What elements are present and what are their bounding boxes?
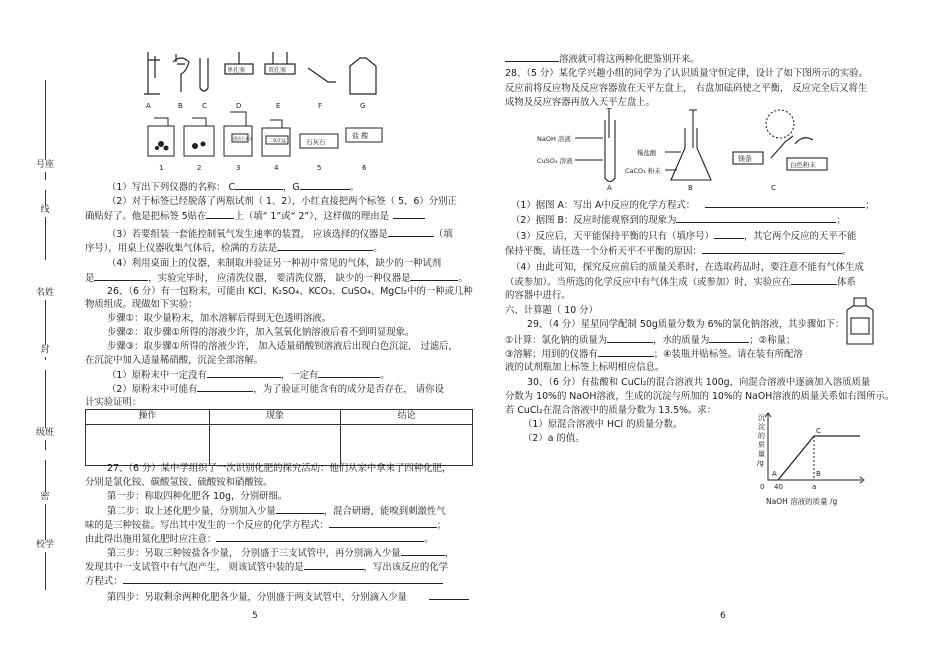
label-d: D bbox=[236, 102, 242, 110]
q-26-intro: 26、（6 分）有一包粉末，可能由 KCl、K₂SO₄、KCO₃、CuSO₄、MgCl₂中的一种或几种 bbox=[107, 286, 473, 297]
q-30-intro-b: 分数为 10%的 NaOH溶液，生成的沉淀与所加的 10%的 NaOH溶液的质量关系如右图所示。 bbox=[505, 391, 895, 402]
reagent-bottle-icon bbox=[148, 118, 174, 156]
fig-letter-b: B bbox=[688, 184, 693, 192]
gas-bottle-icon bbox=[350, 58, 376, 94]
page-number-right: 6 bbox=[720, 611, 726, 621]
graph-tick-40: 40 bbox=[774, 483, 783, 491]
table-cell-blank[interactable] bbox=[341, 424, 473, 465]
graph-point-b: B bbox=[816, 470, 821, 478]
q-26-step-3-b: 在沉淀中加入适量稀硝酸，沉淀全部溶解。 bbox=[85, 355, 264, 366]
bottle-3-text: 澄清石灰水 bbox=[233, 136, 253, 141]
q-1-line: （1）写出下列仪器的名称： C ，G 。 bbox=[107, 182, 360, 193]
q-4-line: （4）利用桌面上的仪器，来制取并验证另一种初中常见的气体，缺少的一种试剂 bbox=[107, 258, 442, 269]
margin-rule bbox=[45, 190, 46, 260]
q-27-step-4: 第四步：另取剩余两种化肥各少量，分别盛于两支试管中，分别滴入少量 bbox=[107, 590, 469, 605]
experiment-figure bbox=[535, 108, 835, 193]
test-tube-icon bbox=[605, 120, 615, 182]
table-header-phenomenon: 现象 bbox=[209, 410, 341, 425]
answer-blank[interactable] bbox=[598, 347, 654, 357]
graph-point-a: A bbox=[772, 470, 777, 478]
answer-blank[interactable] bbox=[401, 546, 445, 556]
graph-axes bbox=[768, 414, 862, 480]
label-e: E bbox=[276, 102, 281, 110]
answer-blank[interactable] bbox=[702, 244, 842, 254]
acid-label: 稀盐酸 bbox=[637, 149, 657, 157]
answer-blank[interactable] bbox=[410, 271, 458, 281]
graph-tick-a: a bbox=[812, 483, 817, 491]
ylabel-char: 的 bbox=[758, 432, 765, 440]
ylabel-char: 沉 bbox=[758, 414, 765, 422]
margin-label-class: 级班 bbox=[36, 428, 55, 438]
binding-margin bbox=[0, 0, 78, 650]
answer-blank[interactable] bbox=[791, 275, 837, 285]
label-6: 6 bbox=[362, 164, 367, 172]
answer-blank[interactable] bbox=[277, 241, 373, 251]
label-4: 4 bbox=[274, 164, 279, 172]
q-4-line-b: 是 ，实验完毕时， 应清洗仪器， 要清洗仪器， 缺少的一种仪器是 。 bbox=[85, 273, 468, 284]
mg-label: 镁条 bbox=[738, 155, 752, 163]
margin-label-school: 校学 bbox=[36, 540, 55, 550]
q-26-step-3: 步骤③：取步骤①所得的溶液少许， 加入适量硝酸钡溶液后出现白色沉淀， 过滤后， bbox=[107, 341, 458, 352]
precipitate-graph bbox=[742, 410, 870, 510]
margin-rule bbox=[45, 460, 46, 590]
q-27-intro-b: 分别是氯化铵、碳酸氢铵、硫酸铵和硝酸铵。 bbox=[85, 477, 273, 488]
single-stopper-text: 单孔塞 bbox=[227, 67, 246, 74]
graph-origin: 0 bbox=[760, 483, 765, 491]
stone-text: 石灰石 bbox=[306, 138, 326, 146]
q-26-2: （2）原粉末中可能有 ，为了验证可能含有的成分是否存在， 请你设 bbox=[107, 384, 444, 395]
label-1: 1 bbox=[159, 164, 164, 172]
reagent-bottle-icon bbox=[184, 118, 214, 156]
answer-blank[interactable] bbox=[705, 198, 865, 208]
q-27-step-3: 第三步：另取三种铵盐各少量， 分别盛于三支试管中，再分别滴入少量 ， bbox=[107, 548, 454, 559]
label-f: F bbox=[318, 102, 323, 110]
answer-blank[interactable] bbox=[318, 368, 380, 378]
bottle-4-text: 二氧化锰 bbox=[268, 139, 286, 144]
margin-label-seal: 封 bbox=[36, 345, 54, 357]
label-g: G bbox=[360, 102, 366, 110]
dropper-icon bbox=[606, 108, 612, 138]
tongs-icon bbox=[771, 136, 793, 158]
answer-blank[interactable] bbox=[676, 213, 836, 223]
answer-blank[interactable] bbox=[276, 504, 324, 514]
margin-label-line: 线 bbox=[36, 205, 54, 217]
double-stopper-text: 双孔塞 bbox=[268, 67, 287, 74]
q-29-intro: 29、（4 分）星星同学配制 50g质量分数为 6%的氯化钠溶液，其步骤如下： bbox=[527, 319, 845, 330]
q-27-end: 溶液就可将这两种化肥鉴别开来。 bbox=[505, 52, 700, 67]
q-28-3: （3）反应后，天平能保持平衡的只有（填序号） ，其它两个反应的天平不能 bbox=[511, 231, 857, 242]
answer-blank[interactable] bbox=[216, 532, 424, 542]
q-29-step-1: ①计算：氯化钠的质量为 ，水的质量为 ；②称量； bbox=[505, 335, 796, 346]
bottle-label-box bbox=[851, 318, 869, 334]
delivery-tube-icon bbox=[308, 68, 336, 82]
answer-blank[interactable] bbox=[207, 368, 281, 378]
q-2-line: （2）对于标签已经脱落了两瓶试剂（ 1、2），小红直接把两个标签（ 5、6）分别正 bbox=[107, 196, 457, 207]
test-tube-icon bbox=[200, 58, 208, 91]
q-28-1: （1）据图 A：写出 A中反应的化学方程式： ； bbox=[511, 200, 875, 211]
q-27-step-2-c: 由此得出施用氮化肥时应注意： 。 bbox=[85, 534, 434, 545]
q-28-intro: 28、（5 分）某化学兴趣小组的同学为了认识质量守恒定律，设计了如下图所示的实验。 bbox=[505, 68, 869, 79]
label-2: 2 bbox=[197, 164, 202, 172]
reagent-bottle-icon bbox=[843, 296, 877, 346]
q-26-1: （1）原粉末中一定没有 ，一定有 。 bbox=[107, 370, 390, 381]
caco3-label: CaCO₃ 粉末 bbox=[625, 167, 661, 175]
answer-blank[interactable] bbox=[505, 52, 559, 62]
answer-blank[interactable] bbox=[300, 180, 350, 190]
answer-blank[interactable] bbox=[304, 560, 364, 570]
graph-point-c: C bbox=[816, 427, 821, 435]
margin-label-seat: 号座 bbox=[36, 160, 55, 170]
margin-label-name: 名姓 bbox=[36, 288, 55, 298]
q-2-line-b: 确贴好了。他是把标签 5贴在 上（填“ 1”或“ 2”），这样做的理由是 bbox=[85, 209, 425, 224]
table-row bbox=[86, 410, 473, 425]
table-row bbox=[86, 424, 473, 465]
table-header-operation: 操作 bbox=[86, 410, 210, 425]
experiment-table bbox=[85, 409, 473, 466]
q-30-1: （1）原混合溶液中 HCl 的质量分数。 bbox=[523, 419, 683, 430]
q-27-intro: 27、（6 分）某中学组织了一次识别化肥的探究活动：他们从家中拿来了四种化肥， bbox=[107, 463, 452, 474]
q-26-step-1: 步骤①：取少量粉末，加水溶解后得到无色透明溶液。 bbox=[107, 313, 332, 324]
answer-blank[interactable] bbox=[235, 180, 283, 190]
white-powder-label: 白色粉末 bbox=[790, 161, 816, 169]
q-3-line-b: 序号），用桌上仪器收集气体后，检满的方法是 。 bbox=[85, 243, 383, 254]
iron-stand-icon bbox=[144, 52, 160, 94]
ylabel-char: 质 bbox=[758, 441, 765, 449]
cuso4-label: CuSO₄ 溶液 bbox=[537, 157, 573, 165]
q-29-step-3-b: 液的试剂瓶加上标签上标明相应信息。 bbox=[505, 362, 665, 373]
q-27-step-2-b: 味的是三种铵盐。写出其中发生的一个反应的化学方程式： ； bbox=[85, 520, 447, 531]
q-26-2-b: 计实验证明： bbox=[85, 397, 142, 408]
q-30-2: （2）a 的值。 bbox=[523, 433, 585, 444]
q-26-intro-b: 物质组成。现做如下实验： bbox=[85, 299, 198, 310]
answer-blank[interactable] bbox=[197, 382, 253, 392]
q-28-4-c: 的容器中进行。 bbox=[505, 290, 571, 301]
q-27-step-3-b: 发现其中一支试管中有气泡产生， 则该试管中装的是 ，写出该反应的化学 bbox=[85, 562, 448, 573]
q-28-4: （4）由此可知，探究反应前后的质量关系时，在选取药品时，要注意不能有气体生成 bbox=[511, 262, 864, 273]
answer-blank[interactable] bbox=[94, 271, 148, 281]
answer-blank[interactable] bbox=[429, 590, 469, 600]
label-5: 5 bbox=[317, 164, 322, 172]
q-26-step-2: 步骤②：取步骤①所得的溶液少许，加入氢氧化钠溶液后看不到明显现象。 bbox=[107, 327, 415, 338]
q-28-intro-c: 成物及反应容器再放入天平左盘上。 bbox=[505, 97, 656, 108]
margin-label-secret: 密 bbox=[36, 492, 54, 504]
q-28-4-b: （或参加）。当所选的化学反应中有气体生成（或参加）时，实验应在 体系 bbox=[505, 277, 856, 288]
label-c: C bbox=[202, 102, 207, 110]
acid-text: 盐 酸 bbox=[352, 132, 369, 140]
label-b: B bbox=[178, 102, 183, 110]
answer-blank[interactable] bbox=[709, 333, 749, 343]
q-30-intro: 30、（6 分）有盐酸和 CuCl₂的混合溶液共 100g，向混合溶液中逐滴加入溶质质量 bbox=[527, 377, 871, 388]
page-number-left: 5 bbox=[252, 611, 258, 621]
funnel-icon bbox=[173, 54, 189, 92]
naoh-label: NaOH 溶液 bbox=[537, 135, 571, 143]
q-27-step-1: 第一步：称取四种化肥各 10g，分别研细。 bbox=[107, 491, 288, 502]
apparatus-figure bbox=[140, 48, 385, 176]
table-cell-blank[interactable] bbox=[86, 424, 210, 465]
answer-blank[interactable] bbox=[388, 227, 434, 237]
graph-xlabel: NaOH 溶液的质量 /g bbox=[766, 497, 838, 506]
answer-blank[interactable] bbox=[607, 333, 653, 343]
answer-blank[interactable] bbox=[393, 209, 425, 219]
q-28-2: （2）据图 B：反应时能观察到的现象为 ； bbox=[511, 215, 846, 226]
q-28-3-b: 保持平衡，请任选一个分析天平不平衡的原因： 。 bbox=[505, 246, 852, 257]
ylabel-char: /g bbox=[757, 459, 764, 467]
table-header-conclusion: 结论 bbox=[341, 410, 473, 425]
q-30-intro-c: 若 CuCl₂在混合溶液中的质量分数为 13.5%。求： bbox=[505, 405, 717, 416]
label-a: A bbox=[146, 102, 151, 110]
answer-blank[interactable] bbox=[206, 209, 234, 219]
fig-letter-c: C bbox=[771, 184, 776, 192]
conical-flask-icon bbox=[671, 128, 711, 180]
table-cell-blank[interactable] bbox=[209, 424, 341, 465]
label-3: 3 bbox=[236, 164, 241, 172]
q-3-line: （3）若要组装一套能控制氧气发生速率的装置， 应该选择的仪器是 （填 bbox=[107, 229, 453, 240]
answer-blank[interactable] bbox=[714, 229, 744, 239]
q-27-step-3-c: 方程式： bbox=[85, 574, 443, 589]
ylabel-char: 淀 bbox=[758, 423, 765, 431]
section-6-heading: 六、计算题（ 10 分） bbox=[505, 305, 598, 316]
ylabel-char: 量 bbox=[758, 450, 765, 458]
q-29-step-3: ③溶解；用到的仪器有 ；④装瓶并贴标签。请在装有所配溶 bbox=[505, 349, 803, 360]
answer-blank[interactable] bbox=[329, 518, 437, 528]
q-27-step-2: 第二步：取上述化肥少量，分别加入少量 ，混合研磨，能嗅到刺激性气 bbox=[107, 506, 446, 517]
fig-letter-a: A bbox=[607, 184, 612, 192]
q-28-intro-b: 反应前将反应物及反应容器放在天平左盘上， 右盘加砝码使之平衡， 反应完全后又将生 bbox=[505, 83, 868, 94]
answer-blank[interactable] bbox=[123, 574, 443, 584]
